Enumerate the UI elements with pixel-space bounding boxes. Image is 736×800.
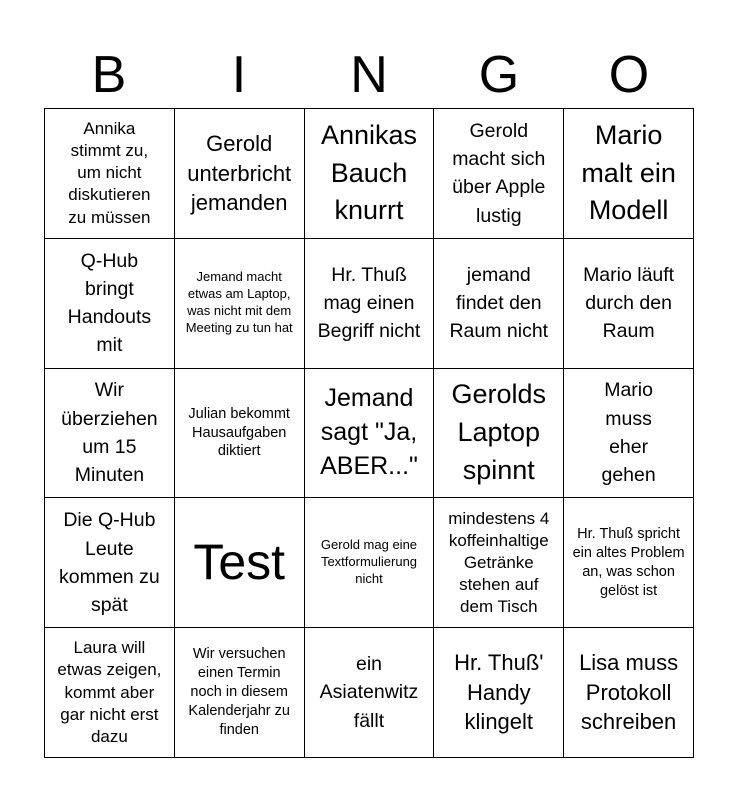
cell-text: Hr. Thuß mag einen Begriff nicht xyxy=(317,263,421,343)
cell-text: Jemand sagt "Ja, ABER..." xyxy=(320,384,418,480)
header-letter-n: N xyxy=(350,46,388,104)
bingo-cell[interactable] xyxy=(175,239,305,369)
cell-text: Annika stimmt zu, um nicht diskutieren zu müssen xyxy=(68,119,151,227)
header-letter-o: O xyxy=(608,46,650,104)
bingo-cell[interactable] xyxy=(434,498,564,628)
cell-text: Julian bekommt Hausaufgaben diktiert xyxy=(188,405,290,460)
bingo-cell[interactable] xyxy=(45,109,175,239)
cell-text: Gerold mag eine Textformulierung nicht xyxy=(320,537,418,587)
cell-text: Jemand macht etwas am Laptop, was nicht mit dem Meeting zu tun hat xyxy=(185,269,293,336)
bingo-cell[interactable] xyxy=(434,239,564,369)
header-letter-b: B xyxy=(91,46,127,104)
bingo-cell[interactable] xyxy=(564,628,694,758)
bingo-cell[interactable] xyxy=(305,498,435,628)
bingo-cell[interactable] xyxy=(45,369,175,499)
bingo-cell[interactable] xyxy=(45,239,175,369)
cell-text: Hr. Thuß spricht ein altes Problem an, was schon gelöst ist xyxy=(572,526,685,599)
bingo-cell[interactable] xyxy=(564,369,694,499)
cell-text: jemand findet den Raum nicht xyxy=(449,263,549,343)
cell-text: Gerold macht sich über Apple lustig xyxy=(452,119,546,227)
cell-text: Mario muss eher gehen xyxy=(601,379,656,487)
bingo-cell[interactable] xyxy=(564,239,694,369)
bingo-header xyxy=(44,44,694,106)
bingo-cell[interactable] xyxy=(305,239,435,369)
bingo-cell[interactable] xyxy=(564,498,694,628)
header-letter-i: I xyxy=(231,46,247,104)
cell-text: Q-Hub bringt Handouts mit xyxy=(67,249,152,357)
bingo-cell[interactable] xyxy=(175,498,305,628)
cell-text: Mario läuft durch den Raum xyxy=(583,263,675,343)
cell-text: Die Q-Hub Leute kommen zu spät xyxy=(58,509,160,617)
cell-text: Test xyxy=(193,534,286,591)
bingo-card xyxy=(44,108,694,758)
cell-text: Gerolds Laptop spinnt xyxy=(451,379,547,485)
bingo-cell[interactable] xyxy=(175,628,305,758)
cell-text: Annikas Bauch knurrt xyxy=(320,119,418,226)
bingo-cell[interactable] xyxy=(305,109,435,239)
bingo-cell[interactable] xyxy=(45,498,175,628)
bingo-cell[interactable] xyxy=(305,628,435,758)
bingo-cell[interactable] xyxy=(434,109,564,239)
cell-text: mindestens 4 koffeinhaltige Getränke stehen auf dem Tisch xyxy=(448,508,550,616)
cell-text: Laura will etwas zeigen, kommt aber gar nicht erst dazu xyxy=(57,638,162,746)
bingo-cell[interactable] xyxy=(305,369,435,499)
bingo-cell[interactable] xyxy=(45,628,175,758)
cell-text: Wir überziehen um 15 Minuten xyxy=(61,379,158,487)
cell-text: ein Asiatenwitz fällt xyxy=(319,653,419,732)
bingo-cell[interactable] xyxy=(175,369,305,499)
cell-text: Gerold unterbricht jemanden xyxy=(187,130,292,216)
header-letter-g: G xyxy=(478,46,520,104)
cell-text: Wir versuchen einen Termin noch in diesem Kalenderjahr zu finden xyxy=(188,646,290,738)
bingo-cell[interactable] xyxy=(564,109,694,239)
cell-text: Lisa muss Protokoll schreiben xyxy=(579,650,679,735)
cell-text: Hr. Thuß' Handy klingelt xyxy=(454,650,544,735)
cell-text: Mario malt ein Modell xyxy=(581,119,676,226)
bingo-cell[interactable] xyxy=(175,109,305,239)
bingo-cell[interactable] xyxy=(434,628,564,758)
bingo-cell[interactable] xyxy=(434,369,564,499)
